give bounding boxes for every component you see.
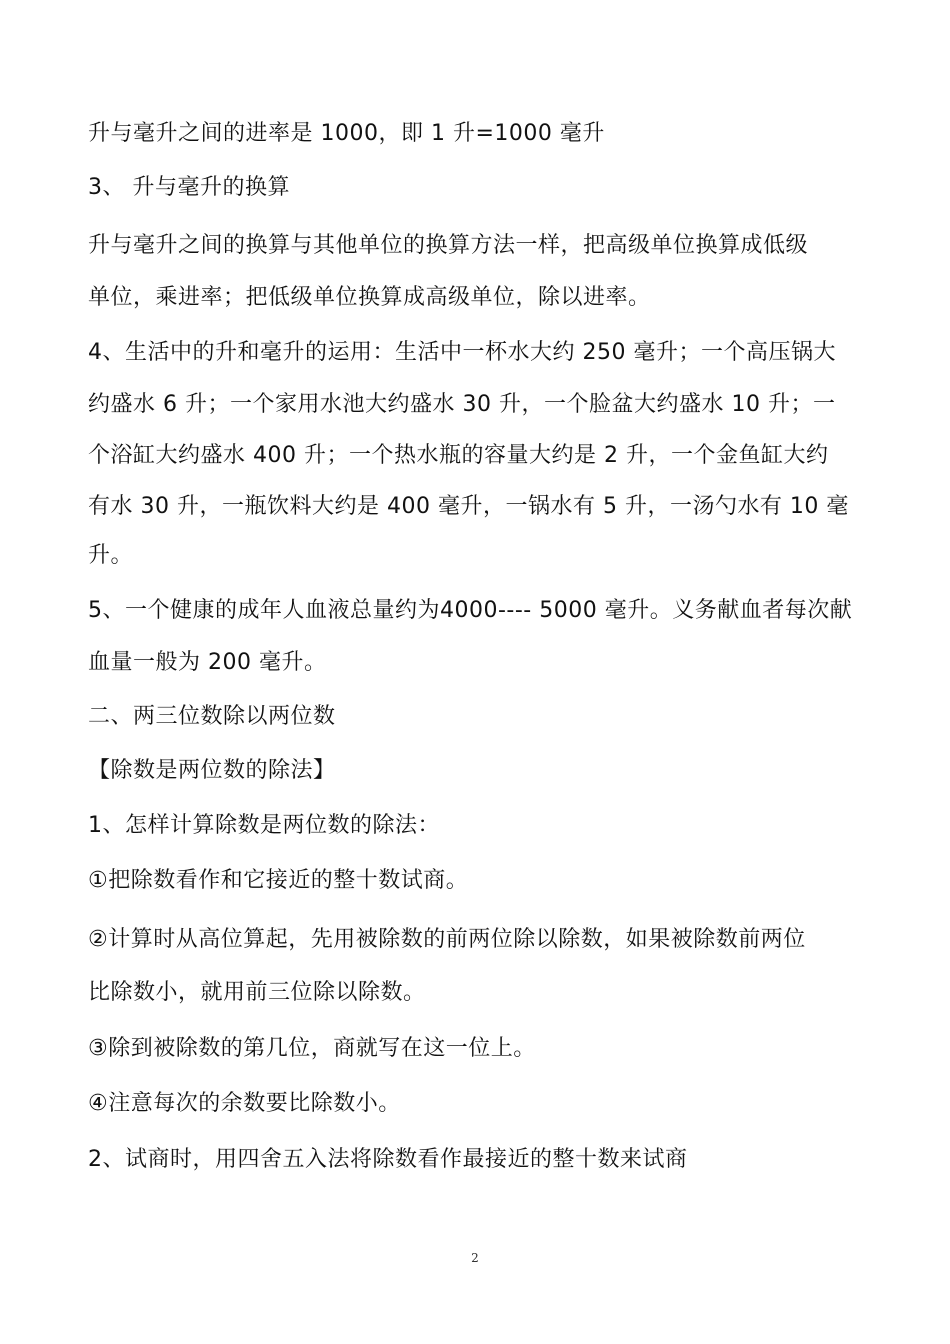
text-line: 有水 30 升，一瓶饮料大约是 400 毫升，一锅水有 5 升，一汤勺水有 10 毫: [88, 494, 849, 519]
text-line: 升与毫升之间的进率是 1000，即 1 升=1000 毫升: [88, 121, 605, 146]
subsection-heading: 【除数是两位数的除法】: [88, 758, 336, 783]
text-line: 4、生活中的升和毫升的运用：生活中一杯水大约 250 毫升；一个高压锅大: [88, 340, 836, 365]
text-line: 比除数小，就用前三位除以除数。: [88, 980, 426, 1005]
text-line: ④注意每次的余数要比除数小。: [88, 1091, 401, 1116]
text-line: 升与毫升之间的换算与其他单位的换算方法一样，把高级单位换算成低级: [88, 233, 809, 258]
text-line: 约盛水 6 升；一个家用水池大约盛水 30 升，一个脸盆大约盛水 10 升；一: [88, 392, 836, 417]
text-line: 单位，乘进率；把低级单位换算成高级单位，除以进率。: [88, 285, 651, 310]
text-line: ③除到被除数的第几位，商就写在这一位上。: [88, 1036, 536, 1061]
section-heading: 二、两三位数除以两位数: [88, 704, 336, 729]
page-number: 2: [471, 1251, 479, 1265]
text-line: 血量一般为 200 毫升。: [88, 650, 327, 675]
text-line: ①把除数看作和它接近的整十数试商。: [88, 868, 469, 893]
text-line: 3、 升与毫升的换算: [88, 175, 290, 200]
text-line: 升。: [88, 543, 134, 568]
text-line: 2、试商时，用四舍五入法将除数看作最接近的整十数来试商: [88, 1147, 688, 1172]
text-line: 1、怎样计算除数是两位数的除法：: [88, 813, 440, 838]
text-line: 5、一个健康的成年人血液总量约为4000---- 5000 毫升。义务献血者每次献: [88, 598, 853, 623]
text-line: 个浴缸大约盛水 400 升；一个热水瓶的容量大约是 2 升，一个金鱼缸大约: [88, 443, 829, 468]
text-line: ②计算时从高位算起，先用被除数的前两位除以除数，如果被除数前两位: [88, 927, 806, 952]
